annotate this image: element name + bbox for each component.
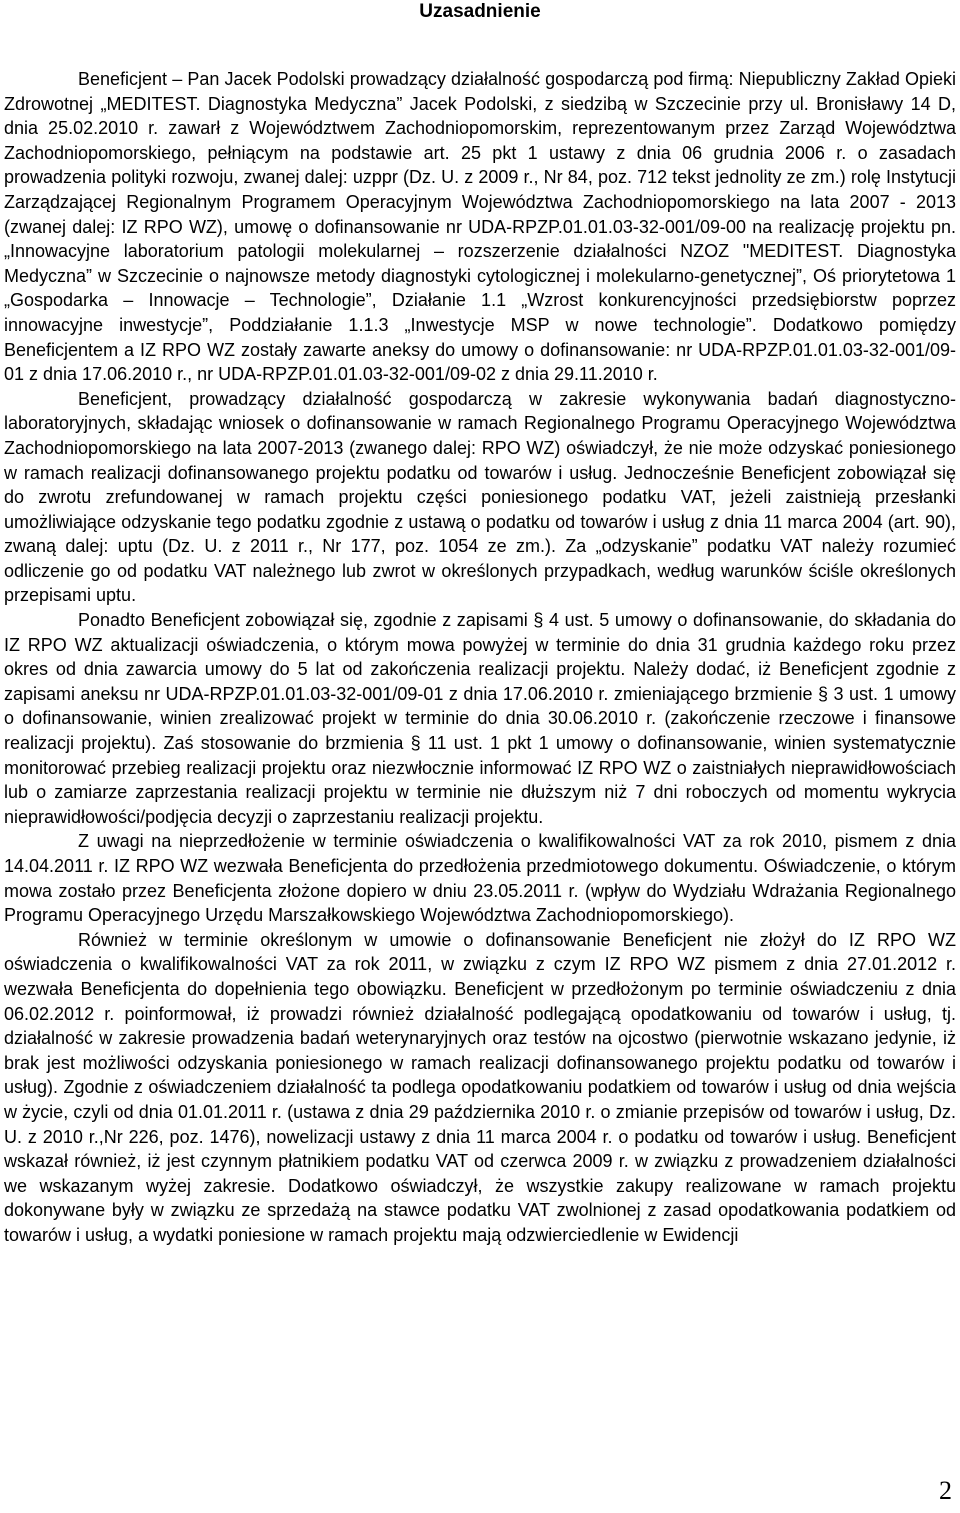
page-number: 2 bbox=[939, 1476, 952, 1505]
paragraph-vat-declaration: Beneficjent, prowadzący działalność gospodarczą w zakresie wykonywania badań diagnostyczno-laboratoryjnych, składając wniosek o dofinansowanie w ramach Regionalnego Programu Operacyjnego Województwa Zachodniopomorskiego na lata 2007-2013 (zwanego dalej: RPO WZ) oświadczył, że nie może odzyskać poniesionego w ramach realizacji dofinansowanego projektu podatku od towarów i usług. Jednocześnie Beneficjent zobowiązał się do zwrotu zrefundowanej w ramach projektu części poniesionego podatku VAT, jeżeli zaistnieją przesłanki umożliwiające odzyskanie tego podatku zgodnie z ustawą o podatku od towarów i usług z dnia 11 marca 2004 (art. 90), zwaną dalej: uptu (Dz. U. z 2011 r., Nr 177, poz. 1054 ze zm.). Za „odzyskanie” podatku VAT należy rozumieć odliczenie go od podatku VAT należnego lub zwrot w określonych przypadkach, według warunków ściśle określonych przepisami uptu. bbox=[4, 388, 956, 606]
paragraph-agreement: Beneficjent – Pan Jacek Podolski prowadzący działalność gospodarczą pod firmą: Niepubliczny Zakład Opieki Zdrowotnej „MEDITEST. Diagnostyka Medyczna” Jacek Podolski, z siedzibą w Szczecinie przy ul. Bronisławy 14 D, dnia 25.02.2010 r. zawarł z Województwem Zachodniopomorskim, reprezentowanym przez Zarząd Województwa Zachodniopomorskiego, pełniącym na podstawie art. 25 pkt 1 ustawy z dnia 06 grudnia 2006 r. o zasadach prowadzenia polityki rozwoju, zwanej dalej: uzppr (Dz. U. z 2009 r., Nr 84, poz. 712 tekst jednolity ze zm.) rolę Instytucji Zarządzającej Regionalnym Programem Operacyjnym Województwa Zachodniopomorskiego na lata 2007 - 2013 (zwanej dalej: IZ RPO WZ), umowę o dofinansowanie nr UDA-RPZP.01.01.03-32-001/09-00 na realizację projektu pn. „Innowacyjne laboratorium patologii molekularnej – rozszerzenie działalności NZOZ "MEDITEST. Diagnostyka Medyczna” w Szczecinie o najnowsze metody diagnostyki cytologicznej i molekularno-genetycznej”, Oś priorytetowa 1 „Gospodarka – Innowacje – Technologie”, Działanie 1.1 „Wzrost konkurencyjności przedsiębiorstw poprzez innowacyjne inwestycje”, Poddziałanie 1.1.3 „Inwestycje MSP w nowe technologie”. Dodatkowo pomiędzy Beneficjentem a IZ RPO WZ zostały zawarte aneksy do umowy o dofinansowanie: nr UDA-RPZP.01.01.03-32-001/09-01 z dnia 17.06.2010 r., nr UDA-RPZP.01.01.03-32-001/09-02 z dnia 29.11.2010 r. bbox=[4, 69, 956, 385]
paragraph-2011-statement: Również w terminie określonym w umowie o dofinansowanie Beneficjent nie złożył do IZ RPO WZ oświadczenia o kwalifikowalności VAT za rok 2011, w związku z czym IZ RPO WZ pismem z dnia 27.01.2012 r. wezwała Beneficjenta do dopełnienia tego obowiązku. Beneficjent w przedłożonym po terminie oświadczeniu z dnia 06.02.2012 r. poinformował, iż prowadzi również działalność podlegającą opodatkowaniu od towarów i usług, tj. działalność w zakresie prowadzenia badań weterynaryjnych oraz testów na ojcostwo (pierwotnie wskazano jedynie, iż brak jest możliwości odzyskania poniesionego w ramach realizacji dofinansowanego projektu podatku od towarów i usług). Zgodnie z oświadczeniem działalność ta podlega opodatkowaniu podatkiem od towarów i usług od dnia wejścia w życie, czyli od dnia 01.01.2011 r. (ustawa z dnia 29 października 2010 r. o zmianie przepisów od towarów i usług, Dz. U. z 2010 r.,Nr 226, poz. 1476), nowelizacji ustawy z dnia 11 marca 2004 r. o podatku od towarów i usług. Beneficjent wskazał również, iż jest czynnym płatnikiem podatku VAT od czerwca 2009 r. w związku z prowadzeniem działalności we wskazanym wyżej zakresie. Dodatkowo oświadczył, że wszystkie zakupy realizowane w ramach projektu dokonywane były w związku ze sprzedażą na stawce podatku VAT zwolnionej z zasad opodatkowania podatkiem od towarów i usług, a wydatki poniesione w ramach projektu mają odzwierciedlenie w Ewidencji bbox=[4, 929, 956, 1245]
page-title: Uzasadnienie bbox=[419, 1, 541, 22]
paragraph-obligations: Ponadto Beneficjent zobowiązał się, zgodnie z zapisami § 4 ust. 5 umowy o dofinansowanie, do składania do IZ RPO WZ aktualizacji oświadczenia, o którym mowa powyżej w terminie do dnia 31 grudnia każdego roku przez okres od dnia zawarcia umowy do 5 lat od zakończenia realizacji projektu. Należy dodać, iż Beneficjent zgodnie z zapisami aneksu nr UDA-RPZP.01.01.03-32-001/09-01 z dnia 17.06.2010 r. zmieniającego brzmienie § 3 ust. 1 umowy o dofinansowanie, winien zrealizować projekt w terminie do dnia 30.06.2010 r. (zakończenie rzeczowe i finansowe realizacji projektu). Zaś stosowanie do brzmienia § 11 ust. 1 pkt 1 umowy o dofinansowanie, winien systematycznie monitorować przebieg realizacji projektu oraz niezwłocznie informować IZ RPO WZ o zaistniałych nieprawidłowościach lub o zamiarze zaprzestania realizacji projektu w terminie nie dłuższym niż 7 dni roboczych od momentu wykrycia nieprawidłowości/podjęcia decyzji o zaprzestaniu realizacji projektu. bbox=[4, 610, 956, 827]
document-body bbox=[4, 67, 956, 1248]
paragraph-2010-statement: Z uwagi na nieprzedłożenie w terminie oświadczenia o kwalifikowalności VAT za rok 2010, pismem z dnia 14.04.2011 r. IZ RPO WZ wezwała Beneficjenta do przedłożenia przedmiotowego dokumentu. Oświadczenie, o którym mowa zostało przez Beneficjenta złożone dopiero w dniu 23.05.2011 r. (wpływ do Wydziału Wdrażania Regionalnego Programu Operacyjnego Urzędu Marszałkowskiego Województwa Zachodniopomorskiego). bbox=[4, 831, 956, 926]
